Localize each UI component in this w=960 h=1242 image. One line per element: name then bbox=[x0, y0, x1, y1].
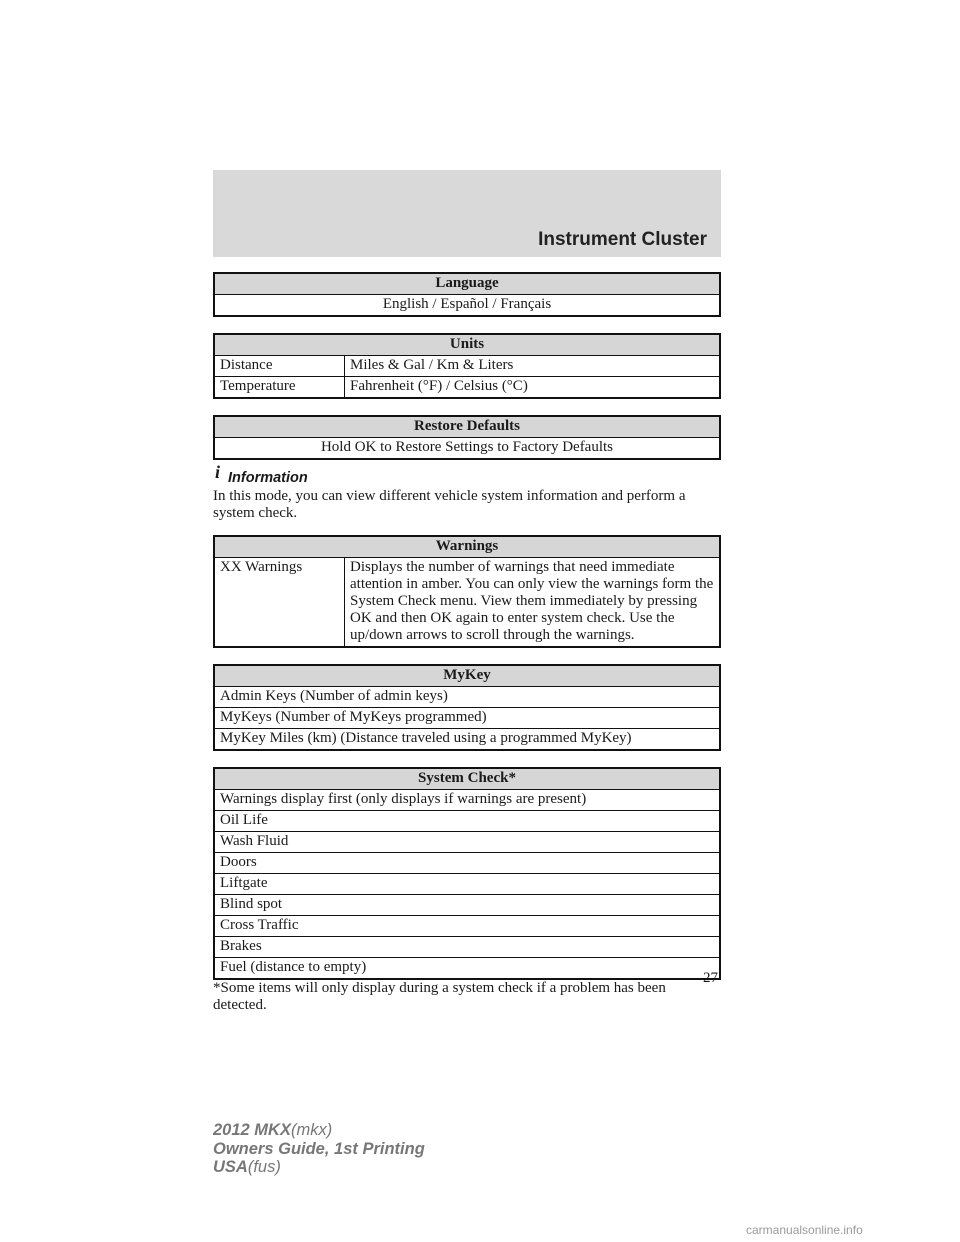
units-row-value: Fahrenheit (°F) / Celsius (°C) bbox=[345, 377, 721, 399]
table-row bbox=[214, 708, 720, 729]
system-check-row: Blind spot bbox=[214, 895, 720, 916]
mykey-row: Admin Keys (Number of admin keys) bbox=[214, 687, 720, 708]
watermark-text: carmanualsonline.info bbox=[746, 1223, 863, 1237]
language-table-title: Language bbox=[214, 273, 720, 295]
table-row bbox=[214, 729, 720, 751]
table-row bbox=[214, 895, 720, 916]
table-row bbox=[214, 916, 720, 937]
system-check-row: Oil Life bbox=[214, 811, 720, 832]
units-row-value: Miles & Gal / Km & Liters bbox=[345, 356, 721, 377]
language-table bbox=[213, 272, 721, 317]
table-row bbox=[214, 958, 720, 980]
system-check-table-title: System Check* bbox=[214, 768, 720, 790]
document-footer bbox=[213, 1121, 425, 1177]
units-row-label: Temperature bbox=[214, 377, 345, 399]
information-heading bbox=[213, 462, 721, 488]
table-row bbox=[214, 558, 720, 648]
restore-defaults-table bbox=[213, 415, 721, 460]
footer-model-code: (mkx) bbox=[290, 1121, 333, 1139]
table-row bbox=[214, 377, 720, 399]
info-icon: i bbox=[215, 462, 221, 482]
footer-model-line bbox=[213, 1121, 425, 1140]
footer-guide: Owners Guide, 1st Printing bbox=[213, 1139, 425, 1158]
system-check-footnote: *Some items will only display during a system check if a problem has been detected. bbox=[213, 980, 666, 1013]
footer-region: USA bbox=[213, 1158, 248, 1176]
page-content bbox=[213, 272, 721, 1014]
footer-guide-line bbox=[213, 1140, 425, 1159]
language-options: English / Español / Français bbox=[214, 295, 720, 317]
system-check-row: Brakes bbox=[214, 937, 720, 958]
section-header-band bbox=[213, 170, 721, 257]
table-row bbox=[214, 832, 720, 853]
warnings-table-title: Warnings bbox=[214, 536, 720, 558]
footer-model: 2012 MKX bbox=[213, 1121, 291, 1139]
table-row bbox=[214, 687, 720, 708]
table-row bbox=[214, 937, 720, 958]
system-check-row: Warnings display first (only displays if warnings are present) bbox=[214, 790, 720, 811]
table-row bbox=[214, 874, 720, 895]
system-check-row: Doors bbox=[214, 853, 720, 874]
page-number: 27 bbox=[703, 970, 718, 986]
information-intro: In this mode, you can view different vehicle system information and perform a system check. bbox=[213, 488, 686, 521]
warnings-row-text: Displays the number of warnings that need immediate attention in amber. You can only view the warnings form the System Check menu. View them immediately by pressing OK and then OK again to enter system check. Use the up/down arrows to scroll through the warnings. bbox=[345, 558, 721, 648]
mykey-row: MyKey Miles (km) (Distance traveled using a programmed MyKey) bbox=[214, 729, 720, 751]
mykey-table-title: MyKey bbox=[214, 665, 720, 687]
units-table-title: Units bbox=[214, 334, 720, 356]
section-title: Instrument Cluster bbox=[538, 229, 707, 250]
system-check-table bbox=[213, 767, 721, 980]
system-check-row: Liftgate bbox=[214, 874, 720, 895]
system-check-row: Fuel (distance to empty) bbox=[214, 958, 720, 980]
units-table bbox=[213, 333, 721, 399]
mykey-row: MyKeys (Number of MyKeys programmed) bbox=[214, 708, 720, 729]
warnings-table bbox=[213, 535, 721, 648]
restore-defaults-text: Hold OK to Restore Settings to Factory Defaults bbox=[214, 438, 720, 460]
table-row bbox=[214, 790, 720, 811]
system-check-row: Wash Fluid bbox=[214, 832, 720, 853]
footer-region-code: (fus) bbox=[247, 1158, 281, 1176]
mykey-table bbox=[213, 664, 721, 751]
table-row bbox=[214, 811, 720, 832]
footer-region-line bbox=[213, 1158, 425, 1177]
table-row bbox=[214, 356, 720, 377]
restore-defaults-title: Restore Defaults bbox=[214, 416, 720, 438]
units-row-label: Distance bbox=[214, 356, 345, 377]
table-row bbox=[214, 853, 720, 874]
system-check-row: Cross Traffic bbox=[214, 916, 720, 937]
warnings-row-label: XX Warnings bbox=[214, 558, 345, 648]
information-heading-text: Information bbox=[228, 470, 308, 486]
